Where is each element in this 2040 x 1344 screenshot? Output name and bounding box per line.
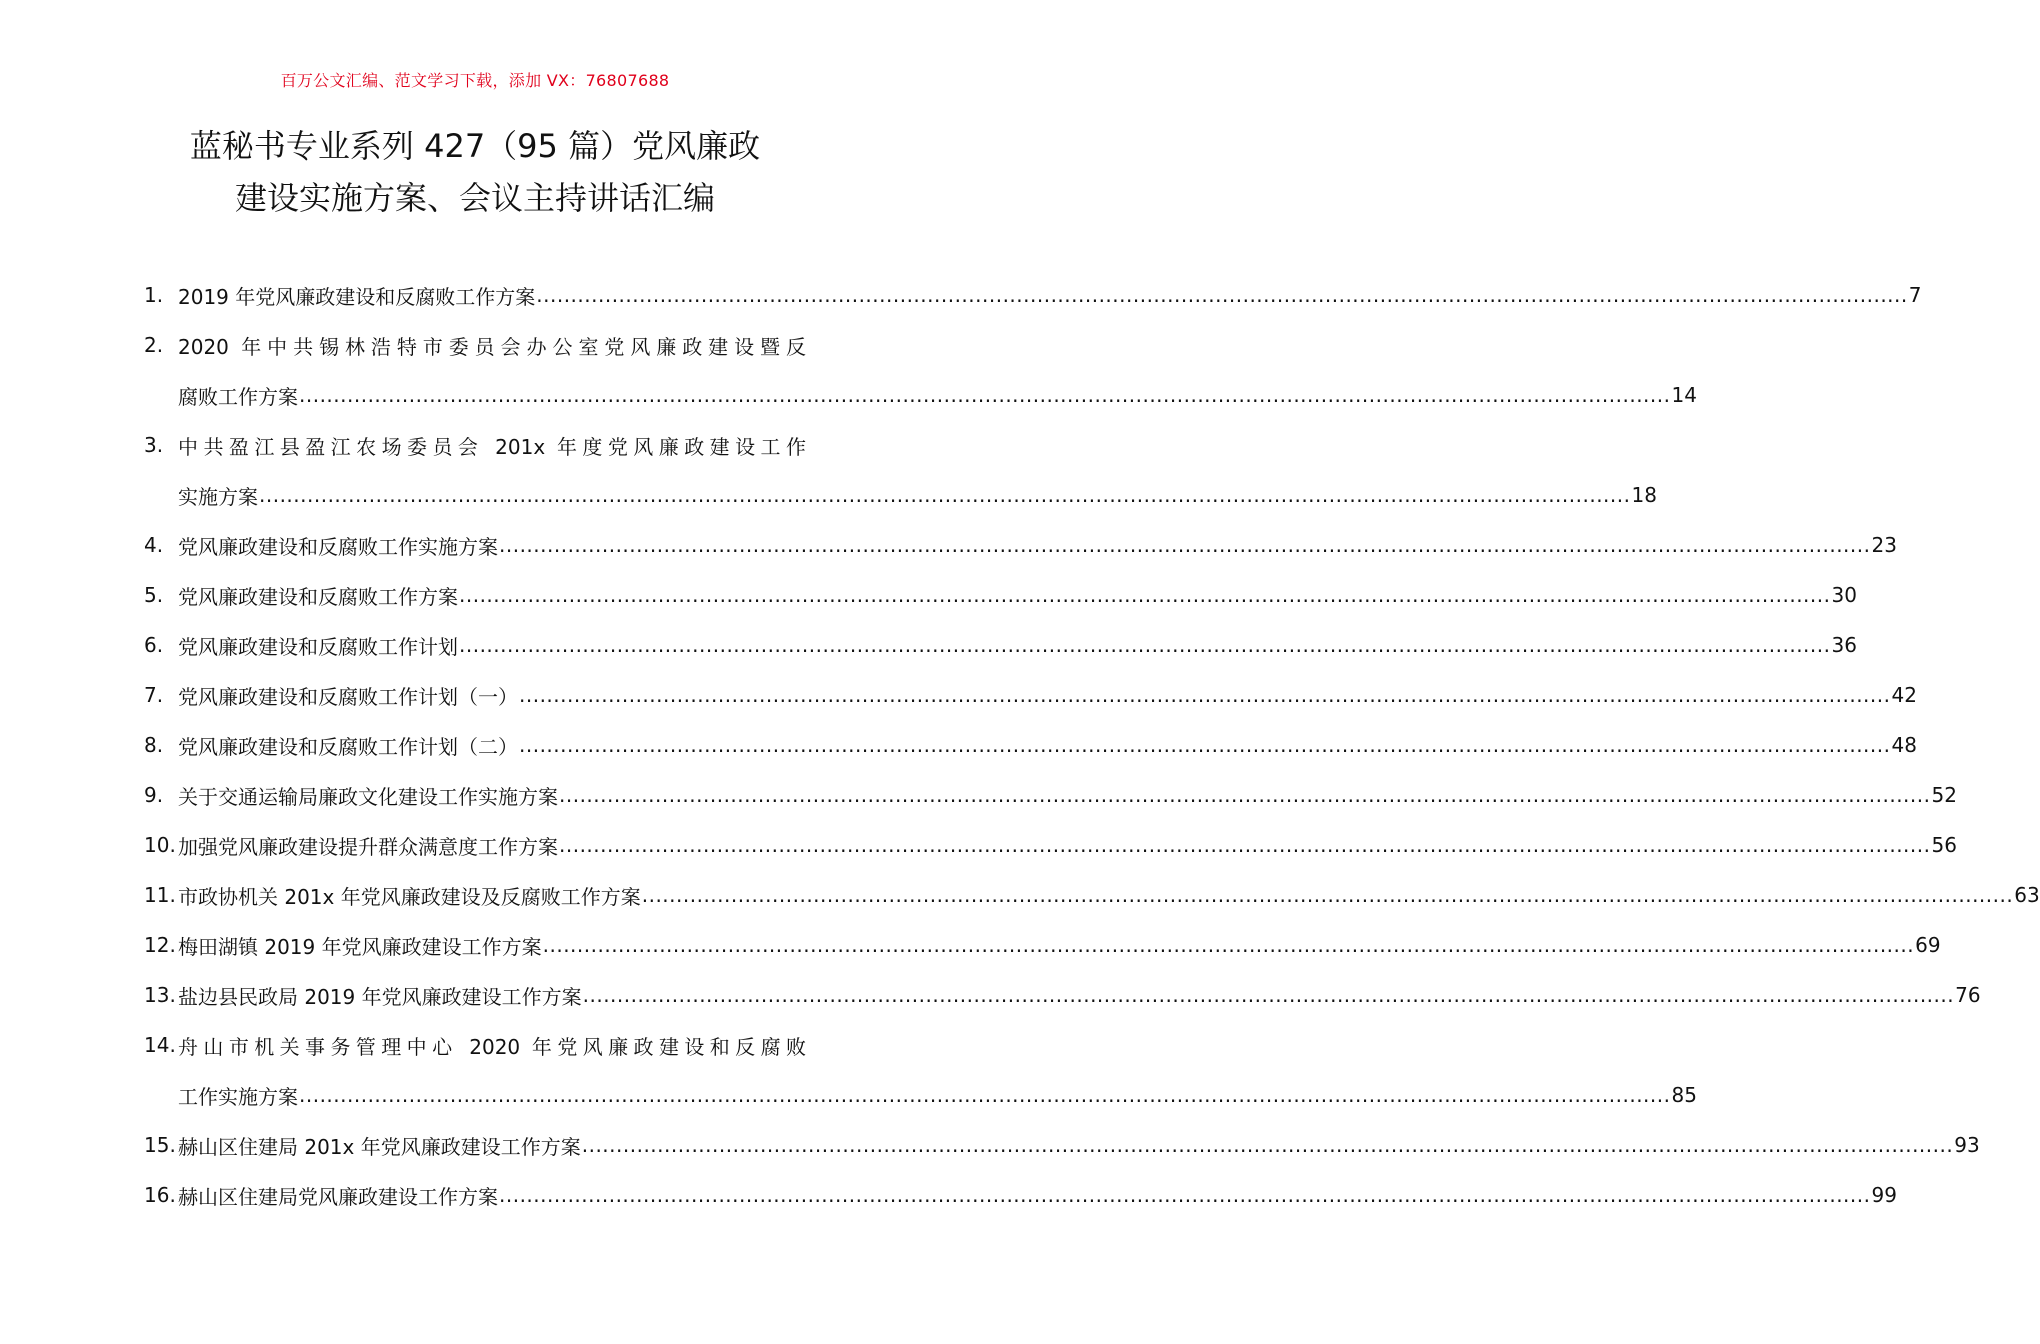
toc-dot-leader: ........................................................................................................................................................................................................	[559, 783, 1931, 807]
toc-dot-leader: ........................................................................................................................................................................................................	[519, 733, 1891, 757]
toc-entry[interactable]	[144, 420, 1657, 520]
toc-entry[interactable]	[144, 320, 1697, 420]
toc-page-number: 56	[1931, 833, 1957, 857]
toc-line	[144, 470, 1657, 520]
toc-number: 12.	[144, 933, 176, 957]
toc-line	[144, 870, 2040, 920]
toc-entry[interactable]	[144, 1120, 1980, 1170]
toc-line	[144, 720, 1917, 770]
toc-number: 6.	[144, 633, 164, 657]
toc-title: 实施方案	[178, 484, 258, 509]
toc-entry[interactable]	[144, 920, 1941, 970]
toc-title: 梅田湖镇 2019 年党风廉政建设工作方案	[178, 934, 542, 959]
toc-number: 11.	[144, 883, 176, 907]
toc-number: 16.	[144, 1183, 176, 1207]
toc-line	[144, 370, 1697, 420]
toc-page-number: 30	[1831, 583, 1857, 607]
toc-page-number: 52	[1931, 783, 1957, 807]
toc-dot-leader: ........................................................................................................................................................................................................	[259, 483, 1631, 507]
toc-entry[interactable]	[144, 620, 1857, 670]
toc-dot-leader: ........................................................................................................................................................................................................	[299, 383, 1671, 407]
toc-number: 13.	[144, 983, 176, 1007]
toc-page-number: 93	[1954, 1133, 1980, 1157]
toc-entry[interactable]	[144, 720, 1917, 770]
toc-page-number: 14	[1671, 383, 1697, 407]
toc-dot-leader: ........................................................................................................................................................................................................	[519, 683, 1891, 707]
toc-number: 10.	[144, 833, 176, 857]
toc-dot-leader: ........................................................................................................................................................................................................	[559, 833, 1931, 857]
toc-line	[144, 1070, 1697, 1120]
toc-number: 15.	[144, 1133, 176, 1157]
toc-line	[144, 570, 1857, 620]
toc-title: 党风廉政建设和反腐败工作计划	[178, 634, 458, 659]
toc-number: 14.	[144, 1033, 176, 1057]
document-title	[0, 120, 950, 224]
toc-title: 党风廉政建设和反腐败工作方案	[178, 584, 458, 609]
toc-number: 4.	[144, 533, 164, 557]
toc-dot-leader: ........................................................................................................................................................................................................	[459, 583, 1831, 607]
toc-title: 工作实施方案	[178, 1084, 298, 1109]
toc-page-number: 63	[2014, 883, 2040, 907]
toc-title: 赫山区住建局 201x 年党风廉政建设工作方案	[178, 1134, 581, 1159]
toc-number: 1.	[144, 283, 164, 307]
toc-page-number: 69	[1915, 933, 1941, 957]
toc-page-number: 48	[1891, 733, 1917, 757]
toc-title: 2019 年党风廉政建设和反腐败工作方案	[178, 284, 536, 309]
toc-page-number: 99	[1871, 1183, 1897, 1207]
toc-title: 舟山市机关事务管理中心 2020 年党风廉政建设和反腐败	[178, 1034, 806, 1059]
toc-page-number: 18	[1631, 483, 1657, 507]
toc-page-number: 7	[1908, 283, 1922, 307]
toc-dot-leader: ........................................................................................................................................................................................................	[582, 983, 1955, 1007]
toc-page-number: 76	[1955, 983, 1981, 1007]
toc-line	[144, 670, 1917, 720]
header-note: 百万公文汇编、范文学习下载，添加 VX：76807688	[280, 71, 670, 90]
toc-number: 9.	[144, 783, 164, 807]
toc-dot-leader: ........................................................................................................................................................................................................	[459, 633, 1831, 657]
title-line-1: 蓝秘书专业系列 427（95 篇）党风廉政	[189, 127, 761, 165]
toc-line	[144, 1120, 1980, 1170]
toc-dot-leader: ........................................................................................................................................................................................................	[499, 533, 1871, 557]
toc-line	[144, 320, 806, 370]
toc-number: 8.	[144, 733, 164, 757]
toc-line	[144, 1170, 1897, 1220]
toc-page-number: 42	[1891, 683, 1917, 707]
toc-entry[interactable]	[144, 570, 1857, 620]
toc-entry[interactable]	[144, 820, 1957, 870]
toc-dot-leader: ........................................................................................................................................................................................................	[581, 1133, 1954, 1157]
toc-line	[144, 520, 1897, 570]
toc-line	[144, 770, 1957, 820]
toc-title: 关于交通运输局廉政文化建设工作实施方案	[178, 784, 558, 809]
toc-entry[interactable]	[144, 1170, 1897, 1220]
toc-entry[interactable]	[144, 270, 1922, 320]
toc-line	[144, 420, 806, 470]
title-line-2: 建设实施方案、会议主持讲话汇编	[234, 179, 715, 217]
toc-entry[interactable]	[144, 770, 1957, 820]
toc-entry[interactable]	[144, 970, 1981, 1020]
toc-dot-leader: ........................................................................................................................................................................................................	[542, 933, 1915, 957]
toc-title: 2020 年中共锡林浩特市委员会办公室党风廉政建设暨反	[178, 334, 806, 359]
toc-dot-leader: ........................................................................................................................................................................................................	[536, 283, 1908, 307]
toc-page-number: 36	[1831, 633, 1857, 657]
toc-page-number: 85	[1671, 1083, 1697, 1107]
toc-line	[144, 970, 1981, 1020]
toc-title: 党风廉政建设和反腐败工作计划（一）	[178, 684, 518, 709]
toc-line	[144, 820, 1957, 870]
toc-number: 7.	[144, 683, 164, 707]
toc-title: 腐败工作方案	[178, 384, 298, 409]
toc-number: 2.	[144, 333, 164, 357]
toc-title: 党风廉政建设和反腐败工作计划（二）	[178, 734, 518, 759]
table-of-contents	[144, 270, 2040, 1220]
toc-title: 赫山区住建局党风廉政建设工作方案	[178, 1184, 498, 1209]
toc-number: 5.	[144, 583, 164, 607]
toc-dot-leader: ........................................................................................................................................................................................................	[499, 1183, 1871, 1207]
toc-title: 市政协机关 201x 年党风廉政建设及反腐败工作方案	[178, 884, 641, 909]
toc-dot-leader: ........................................................................................................................................................................................................	[299, 1083, 1671, 1107]
toc-dot-leader: ........................................................................................................................................................................................................	[641, 883, 2014, 907]
toc-line	[144, 270, 1922, 320]
toc-title: 盐边县民政局 2019 年党风廉政建设工作方案	[178, 984, 582, 1009]
toc-page-number: 23	[1871, 533, 1897, 557]
toc-number: 3.	[144, 433, 164, 457]
toc-line	[144, 620, 1857, 670]
toc-entry[interactable]	[144, 870, 2040, 920]
toc-line	[144, 920, 1941, 970]
toc-entry[interactable]	[144, 520, 1897, 570]
toc-title: 党风廉政建设和反腐败工作实施方案	[178, 534, 498, 559]
toc-entry[interactable]	[144, 1020, 1697, 1120]
toc-entry[interactable]	[144, 670, 1917, 720]
toc-line	[144, 1020, 806, 1070]
toc-title: 中共盈江县盈江农场委员会 201x 年度党风廉政建设工作	[178, 434, 806, 459]
toc-title: 加强党风廉政建设提升群众满意度工作方案	[178, 834, 558, 859]
